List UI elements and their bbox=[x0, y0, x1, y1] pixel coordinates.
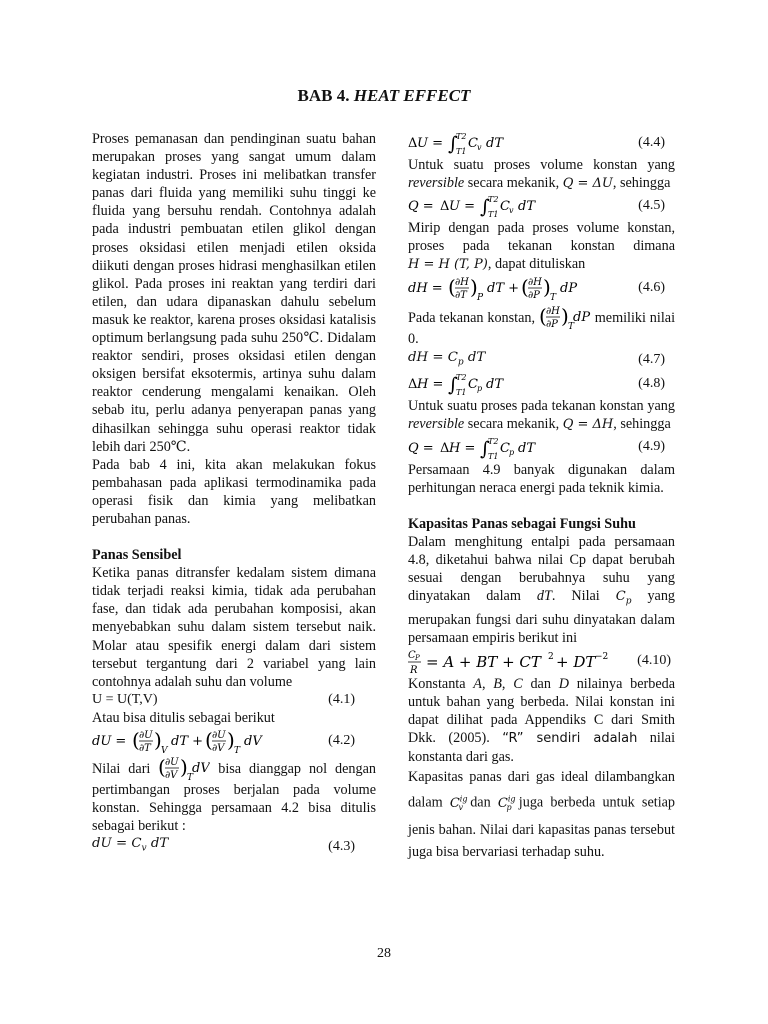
svg-text:T1: T1 bbox=[456, 147, 467, 155]
svg-text:R: R bbox=[410, 664, 418, 675]
svg-text:(: ( bbox=[205, 728, 213, 752]
cp-symbol: $C_p$ bbox=[615, 589, 632, 607]
svg-text:dP: dP bbox=[572, 310, 590, 326]
equation-4-10-formula bbox=[408, 647, 618, 675]
svg-text:∂H: ∂H bbox=[545, 306, 560, 318]
partial-dudv-term bbox=[158, 755, 210, 781]
svg-text:C: C bbox=[468, 136, 478, 151]
equation-4-9-usage: Persamaan 4.9 banyak digunakan dalam perhitungan neraca energi pada teknik kimia. bbox=[408, 461, 675, 496]
svg-text:(: ( bbox=[132, 728, 140, 752]
equation-4-9: Q = Δ H = ∫ T2 T1 C p dT (4.9) bbox=[408, 436, 665, 460]
svg-text:T: T bbox=[567, 322, 574, 331]
cp-ig-symbol: $C^{ig}_p$ bbox=[497, 794, 516, 813]
equation-4-7: dH = $C_p$ dT (4.7) bbox=[408, 349, 675, 372]
svg-text:T2: T2 bbox=[456, 132, 467, 141]
ideal-gas-heat-capacity-paragraph: Kapasitas panas dari gas ideal dilambangkan dalam $C^{ig}_v$ dan $C^{ig}_p$ juga berbeda untuk setiap jenis bahan. Nilai dari kapasitas panas tersebut juga bisa bervariasi terhadap suhu. bbox=[408, 769, 676, 861]
svg-text:∂P: ∂P bbox=[545, 319, 558, 331]
equation-4-3: dU = $C_v$ dT (4.3) bbox=[92, 835, 376, 858]
equation-4-5-formula bbox=[408, 194, 568, 218]
svg-text:T2: T2 bbox=[488, 436, 499, 446]
svg-text:∫: ∫ bbox=[480, 437, 490, 460]
svg-text:∂V: ∂V bbox=[165, 770, 178, 781]
equation-4-1: U = U(T,V) (4.1) bbox=[92, 691, 355, 707]
svg-text:C: C bbox=[468, 377, 478, 393]
left-column bbox=[92, 130, 376, 858]
svg-text:v: v bbox=[477, 143, 482, 152]
svg-text:T1: T1 bbox=[488, 210, 499, 219]
svg-text:∂P: ∂P bbox=[528, 290, 540, 302]
q-equals-delta-h: Q = ΔH bbox=[562, 417, 614, 433]
svg-text:H =: H = bbox=[417, 377, 444, 393]
svg-text:T2: T2 bbox=[488, 195, 499, 205]
equation-4-10: C P R = A + BT + CT 2 + DT −2 (4.10) bbox=[408, 647, 675, 675]
svg-text:C: C bbox=[500, 440, 510, 456]
svg-text:T: T bbox=[187, 773, 194, 781]
q-equals-delta-u: Q = ΔU bbox=[562, 176, 613, 192]
svg-text:∂T: ∂T bbox=[139, 743, 151, 754]
svg-text:P: P bbox=[415, 653, 420, 662]
svg-text:Q =: Q = bbox=[408, 199, 434, 215]
equation-4-5: Q = Δ U = ∫ T2 T1 C v dT (4.5) bbox=[408, 195, 665, 219]
svg-text:dV: dV bbox=[244, 734, 262, 749]
svg-text:v: v bbox=[509, 206, 514, 216]
right-column bbox=[408, 130, 675, 863]
svg-text:∂H: ∂H bbox=[455, 277, 469, 289]
svg-text:∂H: ∂H bbox=[528, 277, 542, 289]
svg-text:U =: U = bbox=[449, 199, 475, 215]
svg-text:p: p bbox=[509, 447, 515, 457]
svg-text:Δ: Δ bbox=[408, 377, 418, 393]
svg-text:T2: T2 bbox=[456, 373, 467, 383]
equation-4-9-formula bbox=[408, 436, 568, 460]
svg-text:+ DT: + DT bbox=[556, 652, 596, 671]
section-heading-panas-sensibel: Panas Sensibel bbox=[92, 547, 182, 564]
page-number: 28 bbox=[377, 946, 391, 961]
equation-4-2-intro: Atau bisa ditulis sebagai berikut bbox=[92, 709, 275, 726]
svg-text:= A + BT + CT: = A + BT + CT bbox=[426, 652, 541, 671]
svg-text:∫: ∫ bbox=[448, 374, 458, 397]
svg-text:(: ( bbox=[448, 275, 456, 300]
svg-text:T1: T1 bbox=[456, 388, 467, 397]
equation-4-2-note: Nilai dari ( ∂U ∂V ) T dV bisa dianggap nol dengan pertimbangan proses berjalan pada volume konstan. Sehingga persamaan 4.2 bisa ditulis sebagai berikut : bbox=[92, 755, 376, 835]
section-heading-kapasitas-panas: Kapasitas Panas sebagai Fungsi Suhu bbox=[408, 515, 636, 532]
h-function-expression: H = H (T, P) bbox=[408, 257, 488, 273]
svg-text:dT: dT bbox=[518, 199, 535, 215]
svg-text:T: T bbox=[234, 746, 241, 755]
svg-text:∂V: ∂V bbox=[212, 743, 225, 754]
svg-text:dT +: dT + bbox=[487, 281, 520, 297]
equation-4-3-formula: dU = $C_v$ dT bbox=[92, 836, 169, 854]
svg-text:dP: dP bbox=[560, 281, 578, 297]
svg-text:−2: −2 bbox=[595, 651, 609, 662]
equation-4-6-formula bbox=[408, 274, 598, 302]
svg-text:dU =: dU = bbox=[92, 734, 127, 749]
svg-text:V: V bbox=[161, 746, 168, 755]
svg-text:C: C bbox=[408, 649, 416, 661]
svg-text:∫: ∫ bbox=[448, 133, 458, 155]
partial-dhdp-term bbox=[539, 304, 591, 330]
svg-text:2: 2 bbox=[548, 651, 554, 662]
svg-text:): ) bbox=[227, 728, 235, 752]
svg-text:∂U: ∂U bbox=[165, 757, 179, 768]
svg-text:dH =: dH = bbox=[408, 281, 443, 297]
svg-text:T1: T1 bbox=[488, 451, 499, 460]
svg-text:Q =: Q = bbox=[408, 440, 434, 456]
svg-text:Δ: Δ bbox=[408, 136, 418, 151]
page-title: BAB 4. HEAT EFFECT bbox=[297, 86, 471, 105]
svg-text:C: C bbox=[500, 199, 510, 215]
svg-text:Δ: Δ bbox=[440, 440, 450, 456]
equation-4-6: dH = ( ∂H ∂T ) P dT + ( ∂H ∂P ) T dP (4.6) bbox=[408, 275, 665, 303]
equation-4-8-formula bbox=[408, 372, 528, 396]
svg-text:(: ( bbox=[521, 275, 529, 300]
svg-text:(: ( bbox=[538, 304, 547, 329]
focus-paragraph: Pada bab 4 ini, kita akan melakukan fokus pembahasan pada aplikasi termodinamika pada operasi fisik dan kimia yang melibatkan perubahan panas. bbox=[92, 456, 376, 527]
svg-text:): ) bbox=[154, 728, 162, 752]
svg-text:∫: ∫ bbox=[480, 196, 490, 219]
svg-text:(: ( bbox=[158, 755, 167, 779]
svg-text:dV: dV bbox=[192, 761, 211, 776]
svg-text:Δ: Δ bbox=[440, 199, 450, 215]
equation-4-4-formula bbox=[408, 131, 528, 155]
constants-paragraph: Konstanta A, B, C dan D nilainya berbeda untuk bahan yang berbeda. Nilai konstan ini dapat dilihat pada Appendiks C dari Smith Dkk. (2005). “R” sendiri adalah nilai konstanta dari gas. bbox=[408, 675, 676, 766]
svg-text:): ) bbox=[470, 275, 478, 300]
svg-text:): ) bbox=[543, 275, 551, 300]
heat-capacity-paragraph: Dalam menghitung entalpi pada persamaan 4.8, diketahui bahwa nilai Cp dapat berubah sesuai dengan berubahnya suhu yang dinyatakan dalam dT. Nilai $C_p$ yang merupakan fungsi dari suhu dinyatakan dalam persamaan empiris berikut ini bbox=[408, 533, 676, 646]
reversible-pressure-paragraph: Untuk suatu proses pada tekanan konstan yang reversible secara mekanik, Q = ΔH, sehingga bbox=[408, 398, 675, 433]
svg-text:dT: dT bbox=[518, 440, 535, 456]
equation-4-2-formula bbox=[92, 727, 304, 755]
equation-4-2: dU = ( ∂U ∂T ) V dT + ( ∂U ∂V ) T dV (4.2) bbox=[92, 728, 355, 755]
constant-pressure-note: Pada tekanan konstan, ( ∂H ∂P ) T dP memiliki nilai 0. bbox=[408, 304, 676, 348]
intro-paragraph: Proses pemanasan dan pendinginan suatu bahan merupakan proses yang sangat umum dalam kegiatan industri. Proses ini melibatkan transfer panas dari fluida yang memiliki suhu tinggi ke fluida yang bersuhu rendah. Contohnya adalah pada industri pembuatan etilen glikol dengan proses oksidasi etilen menjadi etilen oksida diikuti dengan proses hidrasi menghasilkan etilen glikol. Pada proses ini reaktan yang terdiri dari etilen, dan udara dipanaskan dahulu sebelum masuk ke reaktor, karena proses oksidasi katalisis optimum berlangsung pada suhu 250℃. Didalam reaktor sendiri, proses oksidasi etilen dengan oksigen bersifat eksotermis, artinya suhu dalam reaktor cenderung mengalami kenaikan. Oleh sebab itu, perlu adanya penyerapan panas yang dihasilkan sehingga suhu operasi reaktor tidak lebih dari 250℃. bbox=[92, 131, 376, 455]
svg-text:U =: U = bbox=[417, 136, 443, 151]
sensible-heat-paragraph: Ketika panas ditransfer kedalam sistem dimana tidak terjadi reaksi kimia, tidak ada perubahan fase, dan tidak ada perubahan komposisi, akan menyebabkan suhu dalam sistem tersebut naik. Molar atau spesifik energi dalam dari sistem tersebut tergantung dari 2 variabel yang lain contohnya adalah suhu dan volume bbox=[92, 565, 376, 690]
equation-4-7-formula: dH = $C_p$ dT bbox=[408, 349, 486, 368]
svg-text:): ) bbox=[180, 755, 189, 779]
svg-text:∂U: ∂U bbox=[212, 730, 226, 741]
svg-text:dT +: dT + bbox=[171, 734, 204, 749]
svg-text:dT: dT bbox=[486, 377, 503, 393]
constant-pressure-paragraph: Mirip dengan pada proses volume konstan, proses pada tekanan konstan dimana H = H (T, P), dapat dituliskan bbox=[408, 220, 675, 273]
equation-4-8: Δ H = ∫ T2 T1 C p dT (4.8) bbox=[408, 373, 665, 397]
equation-4-4: Δ U = ∫ T2 T1 C v dT (4.4) bbox=[408, 132, 665, 155]
svg-text:T: T bbox=[550, 293, 557, 303]
svg-text:∂U: ∂U bbox=[139, 730, 153, 741]
svg-text:P: P bbox=[477, 293, 484, 303]
svg-text:dT: dT bbox=[486, 136, 503, 151]
svg-text:H =: H = bbox=[449, 440, 476, 456]
cv-ig-symbol: $C^{ig}_v$ bbox=[449, 794, 468, 813]
constant-volume-paragraph: Untuk suatu proses volume konstan yang reversible secara mekanik, Q = ΔU, sehingga bbox=[408, 157, 675, 192]
svg-text:): ) bbox=[560, 304, 569, 329]
svg-text:∂T: ∂T bbox=[455, 290, 467, 302]
svg-text:p: p bbox=[477, 384, 483, 394]
